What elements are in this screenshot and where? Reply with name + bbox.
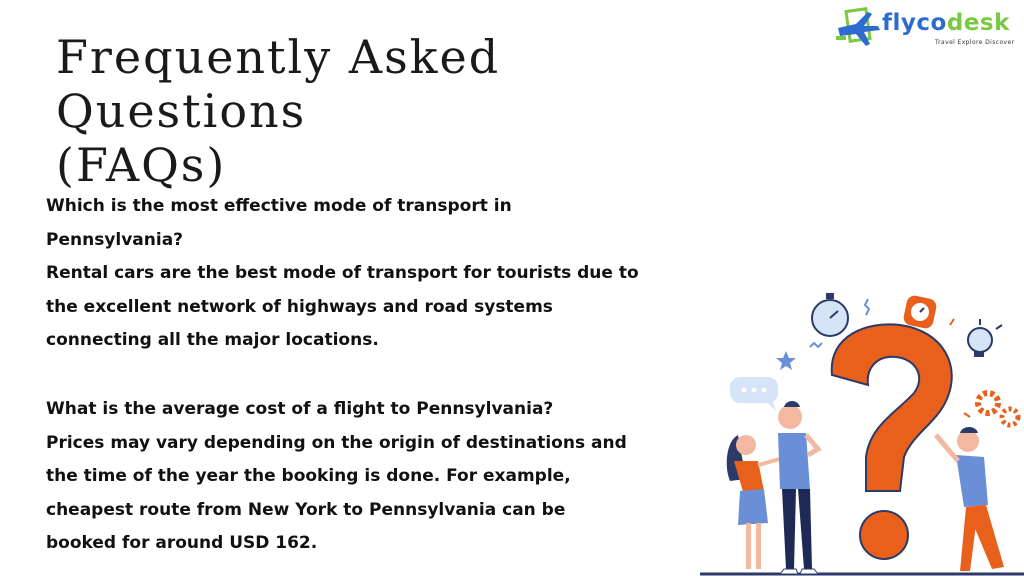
stopwatch-icon xyxy=(812,293,848,336)
faq-answer: Rental cars are the best mode of transport for tourists due to the excellent network of highways and road systems connecting all the major locations. xyxy=(46,263,639,350)
man-figure xyxy=(778,401,818,574)
plane-logo-icon xyxy=(834,6,882,52)
faq-question: Which is the most effective mode of transport in Pennsylvania? xyxy=(46,196,512,250)
question-mark-icon xyxy=(832,324,952,559)
star-icon xyxy=(776,351,796,370)
brand-tagline: Travel Explore Discover xyxy=(935,39,1015,46)
faq-item-2 xyxy=(46,393,646,561)
faq-answer: Prices may vary depending on the origin of destinations and the time of the year the booking is done. For example, cheapest route from New York to Pennsylvania can be booked for around USD 162. xyxy=(46,432,627,553)
faq-illustration xyxy=(700,285,1024,576)
faq-item-1 xyxy=(46,190,646,358)
page-title xyxy=(56,30,756,192)
woman-figure xyxy=(727,435,780,569)
gears-icon xyxy=(978,393,1018,425)
pushing-man-figure xyxy=(936,427,1004,571)
speech-bubble-icon xyxy=(730,377,778,411)
brand-logo xyxy=(834,6,1024,52)
clock-icon xyxy=(902,294,938,330)
brand-name: flycodesk xyxy=(882,10,1010,36)
faq-question: What is the average cost of a flight to Pennsylvania? xyxy=(46,399,554,419)
lightbulb-icon xyxy=(968,319,1002,357)
title-line-1: Frequently Asked Questions xyxy=(56,30,501,138)
title-line-2: (FAQs) xyxy=(56,138,227,192)
